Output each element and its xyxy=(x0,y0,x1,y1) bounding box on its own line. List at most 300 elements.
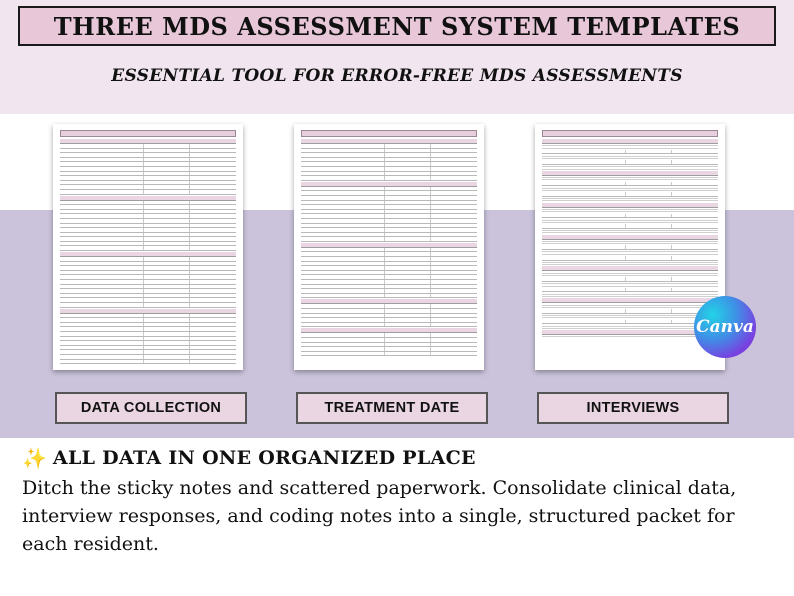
form-cell xyxy=(385,266,431,270)
form-cell xyxy=(190,314,236,318)
form-cell xyxy=(431,333,477,337)
form-cell xyxy=(301,252,385,256)
form-cell xyxy=(60,153,144,157)
template-label-data-collection xyxy=(55,392,247,424)
form-cell xyxy=(60,242,144,246)
template-label-text: TREATMENT DATE xyxy=(324,400,460,416)
form-line xyxy=(542,336,718,337)
form-cell xyxy=(144,303,190,307)
form-cell xyxy=(385,233,431,237)
form-cell xyxy=(144,185,190,189)
form-cell xyxy=(190,327,236,331)
form-cell xyxy=(626,288,672,292)
form-line xyxy=(542,148,718,149)
form-cell xyxy=(301,271,385,275)
form-cell xyxy=(144,172,190,176)
form-cell xyxy=(144,262,190,266)
form-cell xyxy=(190,346,236,350)
form-line xyxy=(542,166,718,167)
form-cell xyxy=(144,323,190,327)
form-cell xyxy=(431,266,477,270)
form-cell xyxy=(542,192,626,196)
form-cell xyxy=(190,280,236,284)
form-cell xyxy=(542,309,626,313)
form-cell xyxy=(672,224,718,228)
form-line xyxy=(542,275,718,276)
form-line xyxy=(542,273,718,274)
form-cell xyxy=(385,271,431,275)
form-cell xyxy=(301,347,385,351)
form-line xyxy=(542,230,718,231)
form-cell xyxy=(542,214,626,218)
form-cell xyxy=(144,266,190,270)
form-cell xyxy=(626,277,672,281)
form-cell xyxy=(431,323,477,327)
form-cell xyxy=(60,162,144,166)
form-cell xyxy=(190,201,236,205)
form-cell xyxy=(431,172,477,176)
form-cell xyxy=(190,172,236,176)
form-cell xyxy=(431,162,477,166)
form-section-bar xyxy=(542,266,718,271)
form-cell xyxy=(542,150,626,154)
form-cell xyxy=(672,214,718,218)
form-cell xyxy=(385,144,431,148)
form-line xyxy=(542,222,718,223)
form-section-bar xyxy=(542,298,718,303)
form-cell xyxy=(301,314,385,318)
form-cell xyxy=(144,153,190,157)
form-cell xyxy=(385,285,431,289)
form-cell xyxy=(431,201,477,205)
form-cell xyxy=(301,191,385,195)
form-cell xyxy=(60,298,144,302)
form-cell xyxy=(144,257,190,261)
form-cell xyxy=(385,257,431,261)
form-section-bar xyxy=(542,171,718,176)
form-cell xyxy=(431,233,477,237)
form-cell xyxy=(301,219,385,223)
form-cell xyxy=(301,285,385,289)
form-row xyxy=(542,214,718,219)
form-cell xyxy=(626,309,672,313)
form-cell xyxy=(60,355,144,359)
form-row xyxy=(542,245,718,250)
form-cell xyxy=(385,205,431,209)
form-cell xyxy=(301,294,385,298)
form-cell xyxy=(60,233,144,237)
form-cell xyxy=(431,347,477,351)
form-row xyxy=(301,323,477,328)
form-cell xyxy=(301,153,385,157)
form-cell xyxy=(385,149,431,153)
form-cell xyxy=(60,294,144,298)
form-line xyxy=(542,326,718,327)
form-line xyxy=(542,177,718,178)
form-cell xyxy=(385,275,431,279)
form-cell xyxy=(431,144,477,148)
form-line xyxy=(542,158,718,159)
form-cell xyxy=(431,280,477,284)
form-cell xyxy=(144,350,190,354)
form-line xyxy=(542,328,718,329)
form-cell xyxy=(385,262,431,266)
form-row xyxy=(60,246,236,251)
form-cell xyxy=(60,314,144,318)
template-label-text: DATA COLLECTION xyxy=(80,400,222,416)
form-row xyxy=(60,303,236,308)
form-section-bar xyxy=(542,235,718,240)
form-line xyxy=(542,232,718,233)
form-cell xyxy=(190,294,236,298)
headline-text: ALL DATA IN ONE ORGANIZED PLACE xyxy=(52,447,476,469)
canva-logo xyxy=(694,296,756,358)
form-cell xyxy=(431,248,477,252)
form-cell xyxy=(385,323,431,327)
form-cell xyxy=(190,167,236,171)
form-row xyxy=(60,360,236,365)
form-cell xyxy=(144,158,190,162)
preview-heading-bar xyxy=(542,130,718,137)
form-cell xyxy=(385,252,431,256)
form-cell xyxy=(190,257,236,261)
form-cell xyxy=(60,185,144,189)
form-cell xyxy=(190,224,236,228)
form-cell xyxy=(385,338,431,342)
form-cell xyxy=(431,309,477,313)
template-label-treatment-date xyxy=(296,392,488,424)
form-section-bar xyxy=(542,330,718,335)
form-line xyxy=(542,251,718,252)
form-cell xyxy=(60,176,144,180)
form-cell xyxy=(626,150,672,154)
form-row xyxy=(301,237,477,242)
form-cell xyxy=(385,162,431,166)
form-line xyxy=(542,169,718,170)
form-cell xyxy=(542,288,626,292)
form-cell xyxy=(431,214,477,218)
form-cell xyxy=(190,246,236,250)
title-banner xyxy=(18,6,776,46)
form-cell xyxy=(301,352,385,356)
form-cell xyxy=(144,167,190,171)
form-cell xyxy=(301,233,385,237)
form-cell xyxy=(385,187,431,191)
form-cell xyxy=(542,320,626,324)
form-cell xyxy=(542,256,626,260)
form-cell xyxy=(385,280,431,284)
form-section-bar xyxy=(542,139,718,144)
form-cell xyxy=(385,158,431,162)
form-cell xyxy=(60,158,144,162)
form-cell xyxy=(190,285,236,289)
form-cell xyxy=(672,160,718,164)
template-preview-data-collection xyxy=(53,124,243,370)
form-cell xyxy=(385,196,431,200)
template-label-text: INTERVIEWS xyxy=(586,400,680,416)
form-cell xyxy=(301,205,385,209)
form-cell xyxy=(431,205,477,209)
form-cell xyxy=(385,228,431,232)
form-cell xyxy=(190,205,236,209)
form-cell xyxy=(431,187,477,191)
form-cell xyxy=(60,144,144,148)
form-line xyxy=(542,209,718,210)
form-cell xyxy=(190,303,236,307)
form-cell xyxy=(60,181,144,185)
form-cell xyxy=(385,237,431,241)
form-row xyxy=(542,182,718,187)
form-cell xyxy=(672,256,718,260)
preview-heading-bar xyxy=(301,130,477,137)
form-cell xyxy=(301,158,385,162)
form-cell xyxy=(626,245,672,249)
form-cell xyxy=(385,210,431,214)
form-cell xyxy=(385,176,431,180)
form-cell xyxy=(60,210,144,214)
form-cell xyxy=(431,275,477,279)
form-line xyxy=(542,262,718,263)
form-cell xyxy=(431,196,477,200)
form-cell xyxy=(190,237,236,241)
form-cell xyxy=(385,172,431,176)
form-cell xyxy=(144,246,190,250)
form-cell xyxy=(301,167,385,171)
form-cell xyxy=(626,320,672,324)
form-cell xyxy=(431,352,477,356)
form-cell xyxy=(672,277,718,281)
form-row xyxy=(301,294,477,299)
form-cell xyxy=(60,167,144,171)
form-line xyxy=(542,294,718,295)
form-cell xyxy=(385,352,431,356)
form-cell xyxy=(431,343,477,347)
form-cell xyxy=(60,280,144,284)
form-cell xyxy=(301,214,385,218)
form-cell xyxy=(190,341,236,345)
form-cell xyxy=(301,304,385,308)
form-cell xyxy=(60,228,144,232)
form-cell xyxy=(190,298,236,302)
form-cell xyxy=(60,341,144,345)
form-cell xyxy=(431,271,477,275)
form-row xyxy=(60,190,236,195)
form-cell xyxy=(301,323,385,327)
form-line xyxy=(542,254,718,255)
form-cell xyxy=(144,205,190,209)
form-cell xyxy=(301,237,385,241)
description-text: Ditch the sticky notes and scattered paperwork. Consolidate clinical data, interview responses, and coding notes into a single, structured packet for each resident. xyxy=(22,477,737,555)
form-cell xyxy=(301,280,385,284)
form-cell xyxy=(626,182,672,186)
form-cell xyxy=(144,228,190,232)
form-cell xyxy=(190,219,236,223)
form-cell xyxy=(60,285,144,289)
form-cell xyxy=(385,153,431,157)
form-cell xyxy=(144,314,190,318)
form-cell xyxy=(431,289,477,293)
form-cell xyxy=(190,271,236,275)
form-line xyxy=(542,145,718,146)
form-cell xyxy=(144,275,190,279)
form-cell xyxy=(672,182,718,186)
form-cell xyxy=(672,192,718,196)
feature-headline xyxy=(22,446,782,470)
form-cell xyxy=(385,309,431,313)
form-cell xyxy=(190,176,236,180)
form-cell xyxy=(60,266,144,270)
form-line xyxy=(542,188,718,189)
form-cell xyxy=(626,192,672,196)
form-cell xyxy=(431,237,477,241)
form-cell xyxy=(60,327,144,331)
form-line xyxy=(542,241,718,242)
form-cell xyxy=(431,153,477,157)
form-cell xyxy=(60,224,144,228)
form-cell xyxy=(60,289,144,293)
form-cell xyxy=(144,294,190,298)
preview-heading-bar xyxy=(60,130,236,137)
form-cell xyxy=(301,172,385,176)
form-cell xyxy=(60,257,144,261)
form-cell xyxy=(190,332,236,336)
form-cell xyxy=(60,337,144,341)
form-cell xyxy=(60,246,144,250)
form-cell xyxy=(301,275,385,279)
form-cell xyxy=(60,149,144,153)
form-cell xyxy=(385,167,431,171)
form-line xyxy=(542,305,718,306)
form-cell xyxy=(60,262,144,266)
form-cell xyxy=(542,160,626,164)
form-cell xyxy=(60,303,144,307)
form-cell xyxy=(144,327,190,331)
form-cell xyxy=(431,167,477,171)
form-cell xyxy=(431,318,477,322)
form-cell xyxy=(144,176,190,180)
form-line xyxy=(542,200,718,201)
form-cell xyxy=(190,228,236,232)
form-row xyxy=(542,160,718,165)
form-cell xyxy=(431,158,477,162)
form-cell xyxy=(60,237,144,241)
form-cell xyxy=(431,314,477,318)
form-cell xyxy=(60,275,144,279)
form-cell xyxy=(385,314,431,318)
sparkles-icon: ✨ xyxy=(22,446,47,470)
form-cell xyxy=(672,150,718,154)
form-cell xyxy=(144,341,190,345)
form-row xyxy=(542,320,718,325)
form-cell xyxy=(144,337,190,341)
form-cell xyxy=(144,355,190,359)
form-cell xyxy=(190,337,236,341)
form-cell xyxy=(144,201,190,205)
form-cell xyxy=(60,205,144,209)
form-cell xyxy=(431,176,477,180)
form-cell xyxy=(301,210,385,214)
form-cell xyxy=(190,289,236,293)
form-cell xyxy=(301,333,385,337)
form-cell xyxy=(144,224,190,228)
form-cell xyxy=(542,182,626,186)
form-cell xyxy=(190,210,236,214)
form-cell xyxy=(60,323,144,327)
form-cell xyxy=(190,181,236,185)
form-cell xyxy=(190,275,236,279)
form-cell xyxy=(60,346,144,350)
form-cell xyxy=(301,224,385,228)
form-line xyxy=(542,211,718,212)
form-cell xyxy=(190,266,236,270)
form-cell xyxy=(385,201,431,205)
form-cell xyxy=(542,277,626,281)
form-cell xyxy=(144,346,190,350)
form-cell xyxy=(190,262,236,266)
form-cell xyxy=(385,304,431,308)
form-cell xyxy=(672,245,718,249)
form-cell xyxy=(190,149,236,153)
form-line xyxy=(542,315,718,316)
form-cell xyxy=(385,219,431,223)
form-cell xyxy=(431,285,477,289)
form-row xyxy=(542,150,718,155)
form-cell xyxy=(301,187,385,191)
form-cell xyxy=(626,256,672,260)
form-cell xyxy=(301,196,385,200)
form-cell xyxy=(190,233,236,237)
form-cell xyxy=(190,162,236,166)
template-label-interviews xyxy=(537,392,729,424)
form-cell xyxy=(144,210,190,214)
form-cell xyxy=(60,332,144,336)
form-cell xyxy=(301,262,385,266)
form-cell xyxy=(301,257,385,261)
form-cell xyxy=(144,233,190,237)
form-line xyxy=(542,283,718,284)
form-cell xyxy=(385,191,431,195)
form-line xyxy=(542,317,718,318)
form-cell xyxy=(301,338,385,342)
form-cell xyxy=(301,228,385,232)
form-line xyxy=(542,286,718,287)
form-line xyxy=(542,264,718,265)
form-line xyxy=(542,307,718,308)
form-cell xyxy=(301,162,385,166)
form-cell xyxy=(144,181,190,185)
page-subtitle: ESSENTIAL TOOL FOR ERROR-FREE MDS ASSESSMENTS xyxy=(111,66,683,86)
form-cell xyxy=(385,333,431,337)
form-cell xyxy=(144,271,190,275)
form-cell xyxy=(385,224,431,228)
page-title: THREE MDS ASSESSMENT SYSTEM TEMPLATES xyxy=(53,11,741,41)
form-cell xyxy=(385,347,431,351)
form-line xyxy=(542,243,718,244)
form-cell xyxy=(60,190,144,194)
form-cell xyxy=(190,190,236,194)
form-cell xyxy=(431,257,477,261)
form-cell xyxy=(431,338,477,342)
form-cell xyxy=(144,332,190,336)
form-cell xyxy=(190,242,236,246)
form-cell xyxy=(431,262,477,266)
form-cell xyxy=(144,285,190,289)
form-cell xyxy=(431,149,477,153)
form-row xyxy=(301,352,477,357)
form-cell xyxy=(385,248,431,252)
form-cell xyxy=(431,191,477,195)
form-cell xyxy=(190,214,236,218)
